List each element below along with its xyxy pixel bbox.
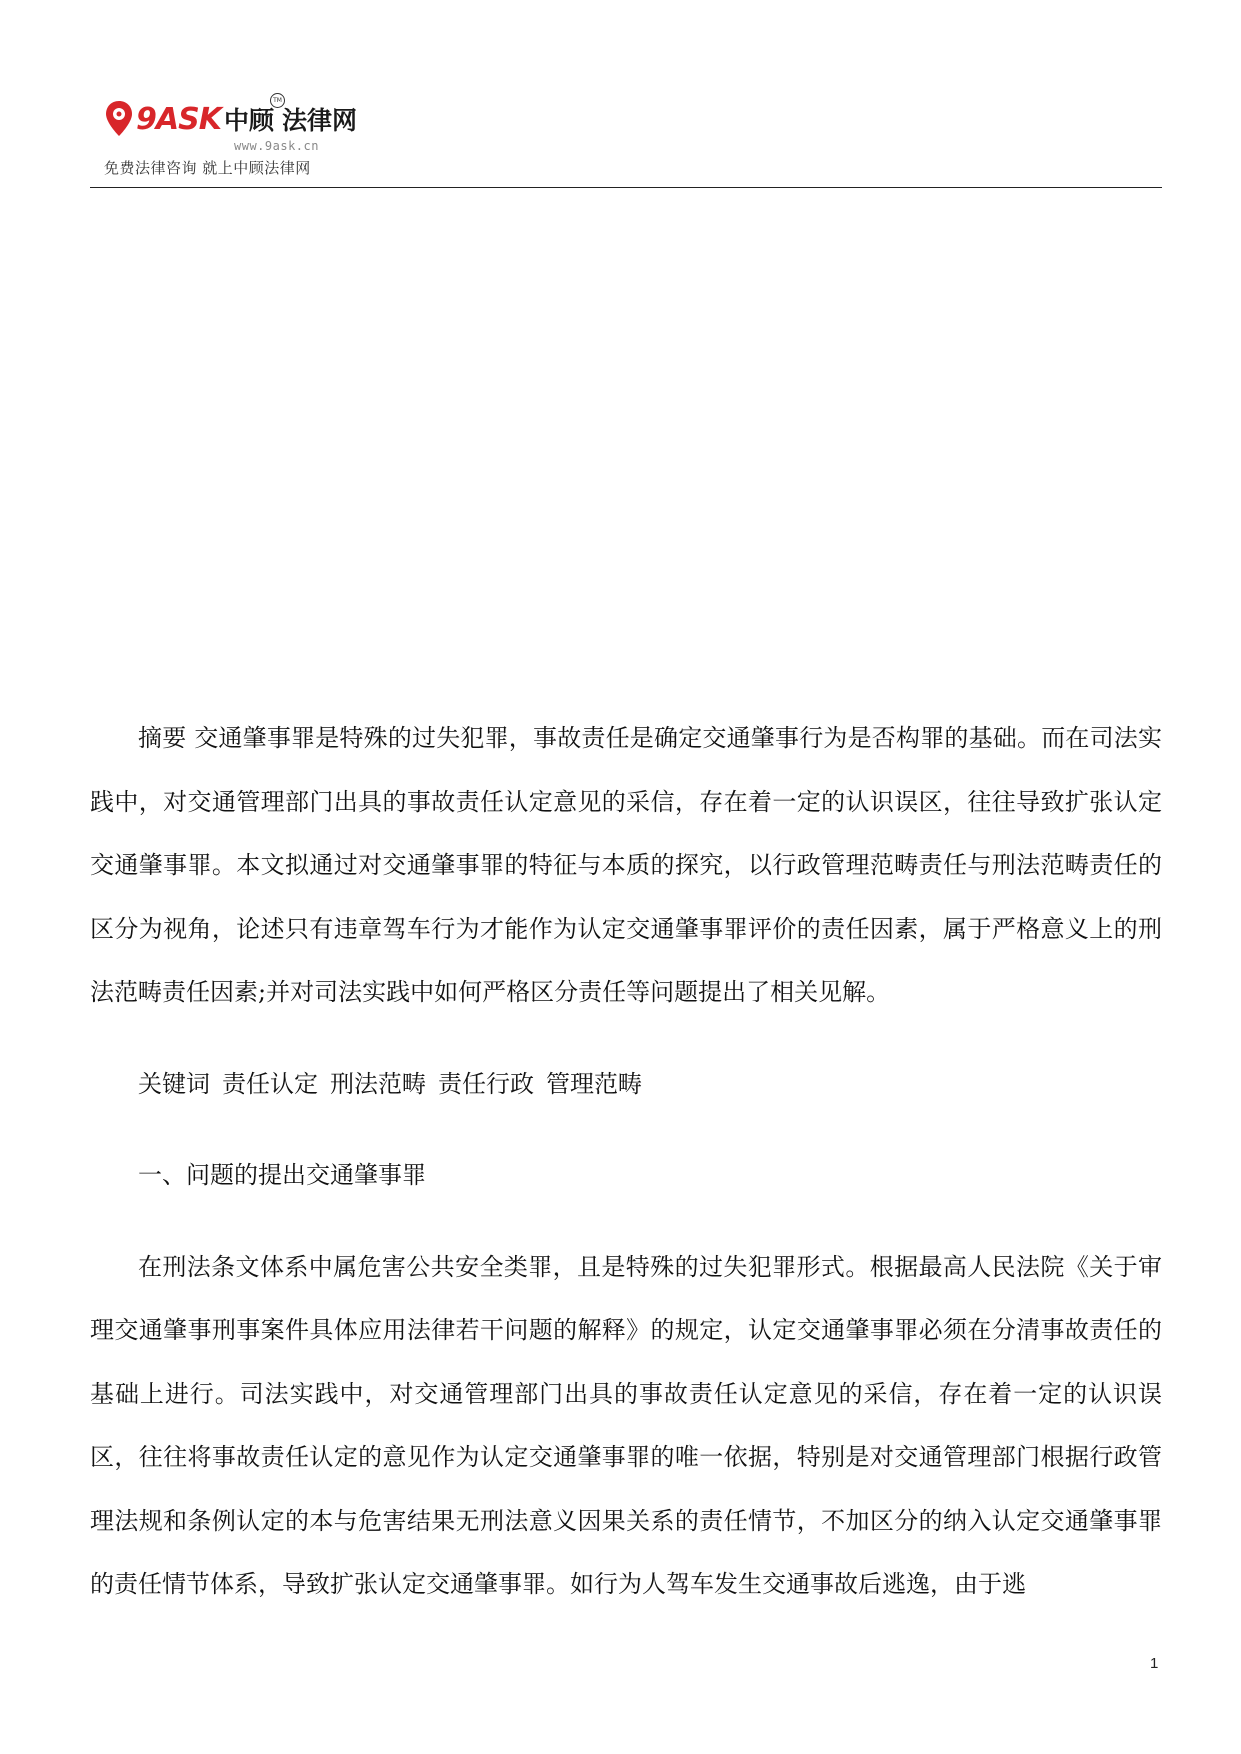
keyword-item: 责任认定 [222, 1069, 318, 1098]
logo-ask-text: 9ASK [136, 101, 221, 137]
keyword-item: 责任行政 [438, 1069, 534, 1098]
page-number: 1 [1150, 1655, 1159, 1672]
site-logo[interactable] [104, 99, 364, 179]
section-heading: 一、问题的提出交通肇事罪 [138, 1161, 426, 1189]
trademark-badge: TM [270, 93, 285, 108]
logo-wordmark [104, 99, 357, 139]
logo-url: www.9ask.cn [234, 139, 319, 153]
question-pin-icon [104, 100, 134, 138]
keywords-line [90, 1053, 1162, 1117]
keyword-item: 管理范畴 [546, 1069, 642, 1098]
keywords-label: 关键词 [138, 1069, 210, 1098]
body-paragraph: 在刑法条文体系中属危害公共安全类罪，且是特殊的过失犯罪形式。根据最高人民法院《关于审理交通肇事刑事案件具体应用法律若干问题的解释》的规定，认定交通肇事罪必须在分清事故责任的基础上进行。司法实践中，对交通管理部门出具的事故责任认定意见的采信，存在着一定的认识误区，往往将事故责任认定的意见作为认定交通肇事罪的唯一依据，特别是对交通管理部门根据行政管理法规和条例认定的本与危害结果无刑法意义因果关系的责任情节，不加区分的纳入认定交通肇事罪的责任情节体系，导致扩张认定交通肇事罪。如行为人驾车发生交通事故后逃逸，由于逃 [90, 1252, 1162, 1598]
logo-zhonggu-text: 中顾 [223, 106, 274, 135]
logo-slogan: 免费法律咨询 就上中顾法律网 [104, 159, 311, 177]
page-header [90, 95, 1162, 188]
document-body [90, 707, 1162, 1617]
logo-fala-text: 法律网 [281, 106, 357, 135]
keyword-item: 刑法范畴 [330, 1069, 426, 1098]
abstract-paragraph: 摘要 交通肇事罪是特殊的过失犯罪，事故责任是确定交通肇事行为是否构罪的基础。而在司法实践中，对交通管理部门出具的事故责任认定意见的采信，存在着一定的认识误区，往往导致扩张认定交通肇事罪。本文拟通过对交通肇事罪的特征与本质的探究，以行政管理范畴责任与刑法范畴责任的区分为视角，论述只有违章驾车行为才能作为认定交通肇事罪评价的责任因素，属于严格意义上的刑法范畴责任因素;并对司法实践中如何严格区分责任等问题提出了相关见解。 [90, 724, 1162, 1006]
